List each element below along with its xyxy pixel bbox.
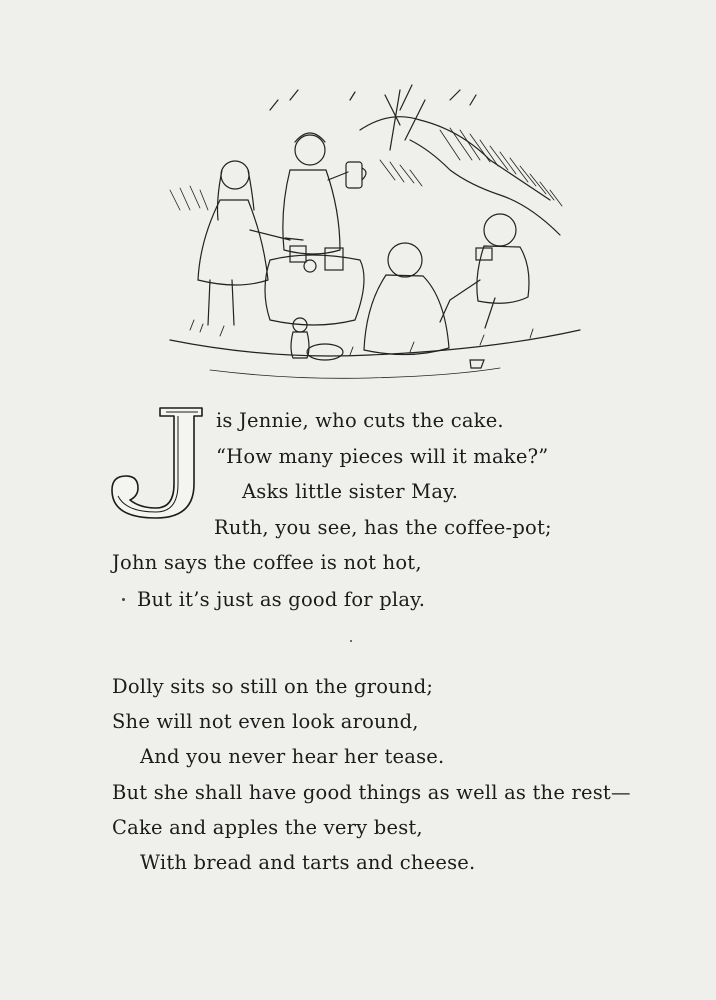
poem-line: Dolly sits so still on the ground; xyxy=(112,675,434,698)
poem-line: But it’s just as good for play. xyxy=(137,588,426,611)
poem-line: But she shall have good things as well as the rest— xyxy=(112,781,631,804)
poem-line: And you never hear her tease. xyxy=(140,745,445,768)
drop-cap-letter xyxy=(104,404,214,524)
print-speck xyxy=(122,598,125,601)
print-speck xyxy=(350,640,352,642)
children-tea-party-illustration xyxy=(150,70,590,390)
poem-line: “How many pieces will it make?” xyxy=(216,445,549,468)
poem-line: John says the coffee is not hot, xyxy=(112,551,422,574)
poem-line: With bread and tarts and cheese. xyxy=(140,851,476,874)
poem-line: Cake and apples the very best, xyxy=(112,816,423,839)
poem-line: is Jennie, who cuts the cake. xyxy=(216,409,504,432)
poem-line: Ruth, you see, has the coffee-pot; xyxy=(214,516,552,539)
poem-line: Asks little sister May. xyxy=(242,480,459,503)
poem-line: She will not even look around, xyxy=(112,710,419,733)
